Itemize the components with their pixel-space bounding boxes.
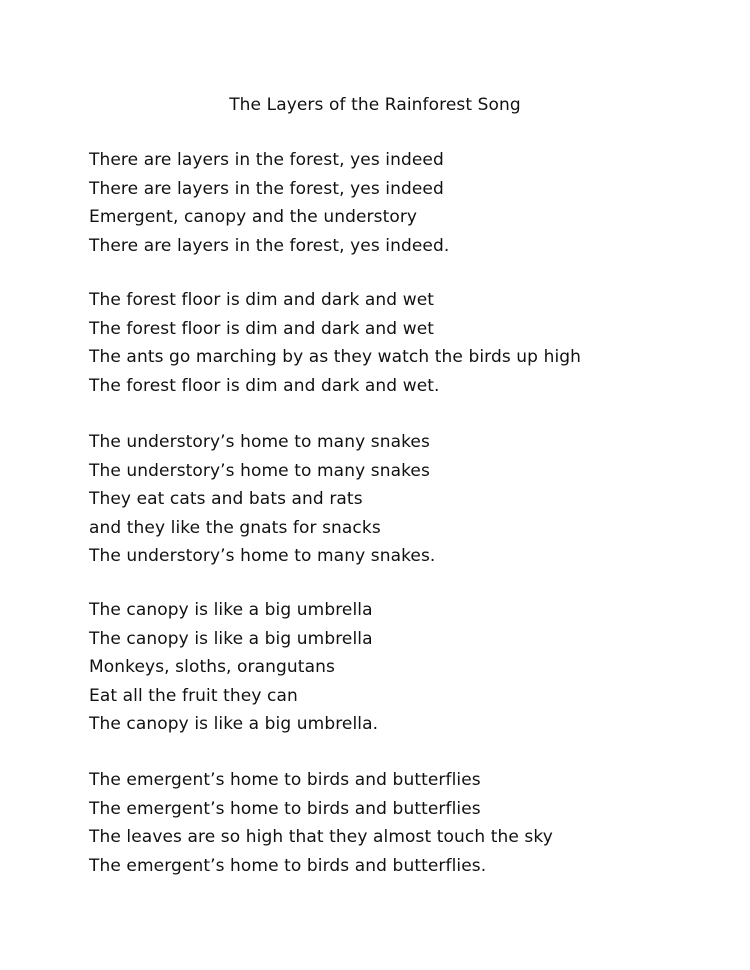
lyric-line: and they like the gnats for snacks [89, 517, 381, 538]
stanza-forest-floor [89, 286, 581, 400]
stanza-layers [89, 146, 449, 260]
stanza-emergent [89, 766, 553, 880]
lyric-line: There are layers in the forest, yes indeed [89, 178, 444, 199]
lyric-line: Monkeys, sloths, orangutans [89, 657, 335, 678]
lyric-line: The emergent’s home to birds and butterflies [89, 770, 481, 790]
lyric-line: The canopy is like a big umbrella. [89, 714, 379, 735]
lyric-line: Eat all the fruit they can [89, 685, 298, 706]
lyric-line: The understory’s home to many snakes [89, 460, 430, 481]
lyric-line: The leaves are so high that they almost touch the sky [89, 827, 553, 848]
lyric-line: The canopy is like a big umbrella [89, 600, 373, 620]
stanza-understory [89, 428, 435, 571]
song-title: The Layers of the Rainforest Song [229, 95, 521, 115]
lyric-line: Emergent, canopy and the understory [89, 207, 418, 228]
lyric-line: The understory’s home to many snakes [89, 432, 430, 452]
lyric-line: The emergent’s home to birds and butterflies [89, 798, 481, 819]
lyric-line: There are layers in the forest, yes indeed. [89, 235, 450, 256]
lyric-line: The emergent’s home to birds and butterflies. [89, 855, 487, 876]
lyric-line: The canopy is like a big umbrella [89, 628, 373, 649]
lyric-line: The forest floor is dim and dark and wet. [89, 375, 440, 396]
stanza-canopy [89, 596, 378, 739]
lyric-line: There are layers in the forest, yes indeed [89, 150, 444, 170]
lyric-line: The forest floor is dim and dark and wet [89, 318, 435, 339]
lyric-line: The ants go marching by as they watch the birds up high [89, 347, 582, 368]
lyric-line: The understory’s home to many snakes. [89, 546, 436, 567]
lyric-line: They eat cats and bats and rats [89, 489, 363, 510]
lyric-line: The forest floor is dim and dark and wet [89, 290, 435, 310]
